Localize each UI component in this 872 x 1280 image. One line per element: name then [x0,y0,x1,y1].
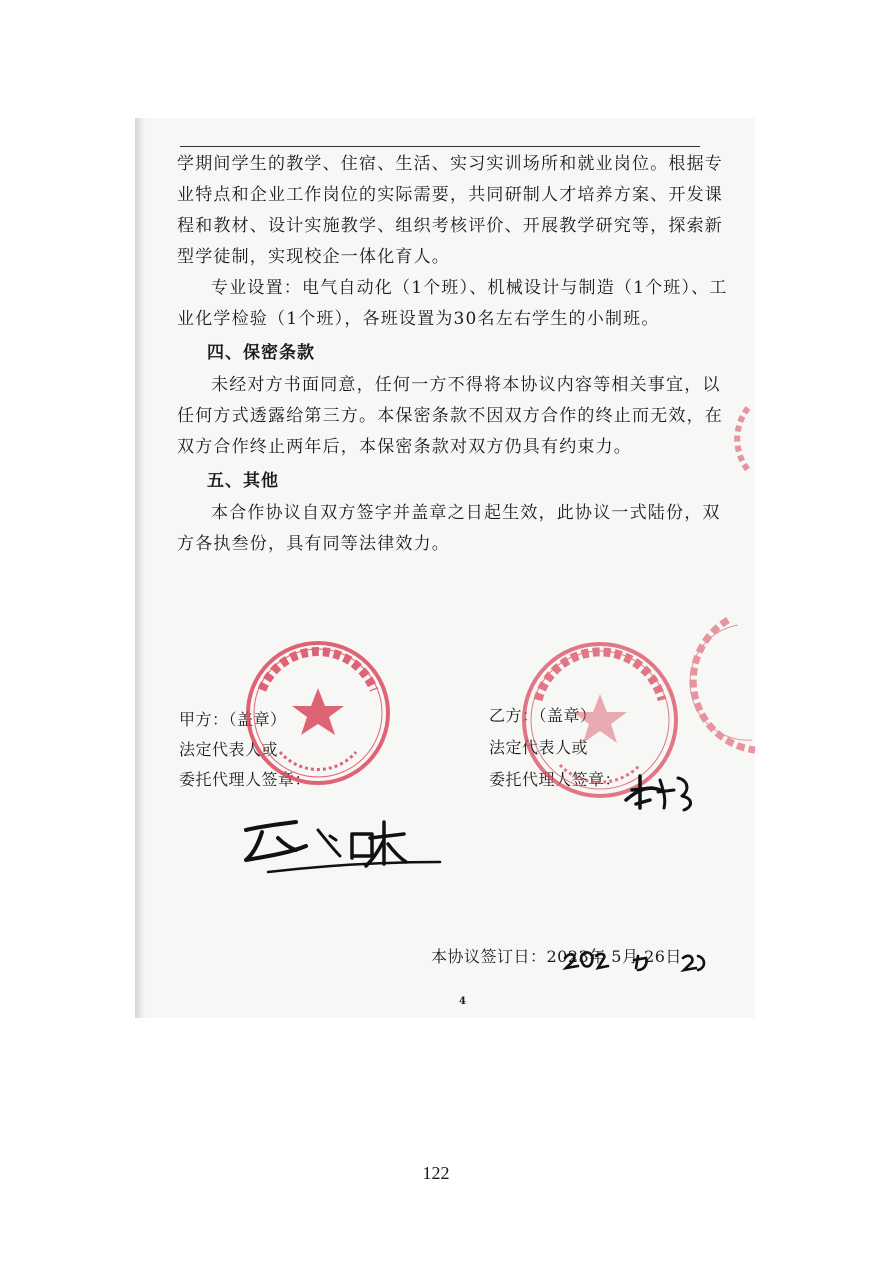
party-a-label: 甲方：（盖章） [179,710,287,729]
party-b-signature [626,776,691,810]
party-b-rep-line2: 委托代理人签章： [489,770,622,789]
party-b-rep-line1: 法定代表人或 [489,738,589,757]
paragraph-other: 本合作协议自双方签字并盖章之日起生效，此协议一式陆份，双方各执叁份，具有同等法律效力。 [177,503,721,554]
heading-confidentiality: 四、保密条款 [207,343,315,363]
page-number: 122 [422,1163,450,1183]
signing-date: 本协议签订日：2023年 5月 26日 [431,947,682,966]
heading-other: 五、其他 [207,471,279,491]
date-handwriting [565,952,704,970]
party-b-seal [524,644,676,796]
party-a-rep-line1: 法定代表人或 [179,740,279,759]
party-a-signature [246,822,440,872]
margin-seal-fragments [690,408,755,750]
party-a-rep-line2: 委托代理人签章： [179,770,312,789]
party-b-label: 乙方：（盖章） [489,706,597,725]
inner-page-number: 4 [459,996,466,1007]
paragraph-majors: 专业设置：电气自动化（1个班）、机械设计与制造（1个班）、工业化学检验（1个班），各班设置为30名左右学生的小制班。 [177,278,728,329]
party-a-seal [248,643,388,783]
paragraph-training: 学期间学生的教学、住宿、生活、实习实训场所和就业岗位。根据专业特点和企业工作岗位的实际需要，共同研制人才培养方案、开发课程和教材、设计实施教学、组织考核评价、开展教学研究等，探索新型学徒制，实现校企一体化育人。 [177,154,723,267]
paragraph-confidentiality: 未经对方书面同意，任何一方不得将本协议内容等相关事宜，以任何方式透露给第三方。本保密条款不因双方合作的终止而无效，在双方合作终止两年后，本保密条款对双方仍具有约束力。 [177,375,723,457]
